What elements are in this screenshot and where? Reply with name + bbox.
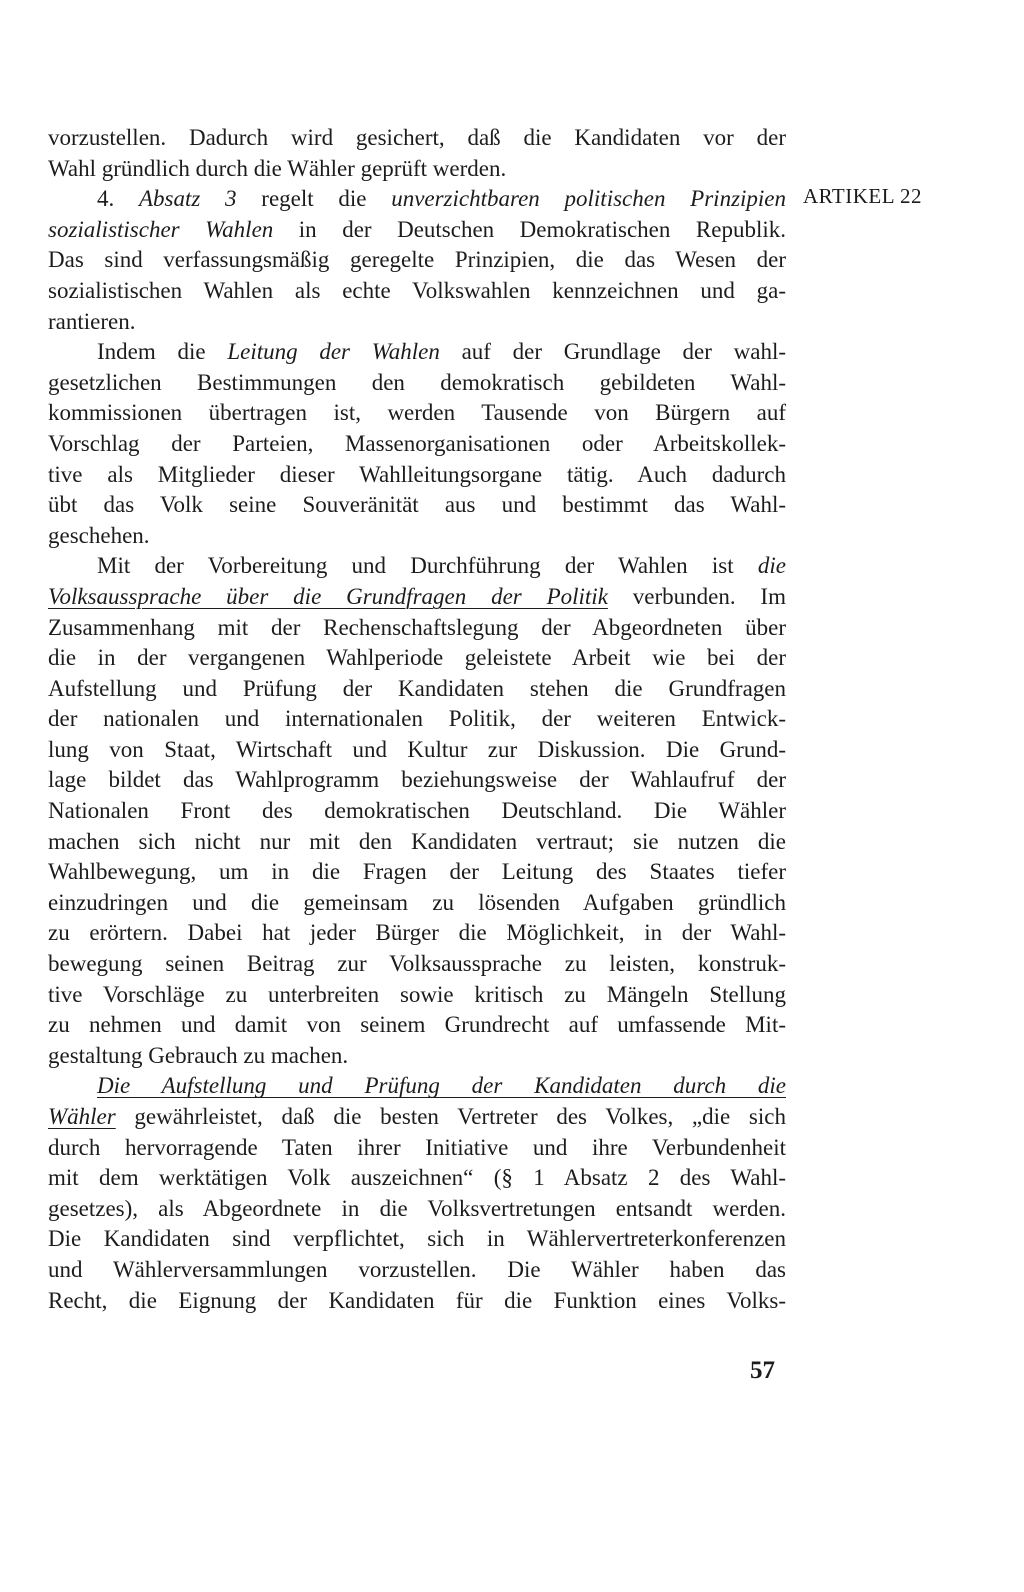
- text-line: [48, 857, 786, 888]
- text-line: [48, 765, 786, 796]
- emphasized-text: Absatz 3: [138, 186, 237, 212]
- text-segment: mit dem werktätigen Volk auszeichnen“ (§ 1 Absatz 2 des Wahl-: [48, 1165, 786, 1191]
- text-segment: sozialistischen Wahlen als echte Volkswahlen kennzeichnen und ga-: [48, 277, 786, 303]
- text-line: [48, 337, 786, 368]
- text-line: [48, 245, 786, 276]
- text-line: [48, 1224, 786, 1255]
- text-line: [48, 154, 786, 185]
- text-segment: gesetzlichen Bestimmungen den demokratisch gebildeten Wahl-: [48, 369, 786, 395]
- emphasized-text: Volksaussprache über die Grundfragen der Politik: [48, 583, 608, 609]
- text-segment: der nationalen und internationalen Politik, der weiteren Entwick-: [48, 706, 786, 732]
- text-segment: auf der Grundlage der wahl-: [439, 339, 787, 365]
- text-segment: bewegung seinen Beitrag zur Volksaussprache zu leisten, konstruk-: [48, 951, 786, 977]
- text-line: [48, 460, 786, 491]
- text-line: [48, 1163, 786, 1194]
- text-segment: verbunden. Im: [607, 583, 786, 609]
- body-text: [48, 123, 786, 1316]
- text-segment: machen sich nicht nur mit den Kandidaten vertraut; sie nutzen die: [48, 828, 786, 854]
- text-segment: die in der vergangenen Wahlperiode geleistete Arbeit wie bei der: [48, 645, 786, 671]
- text-segment: Wahlbewegung, um in die Fragen der Leitung des Staates tiefer: [48, 859, 786, 885]
- emphasized-text: unverzichtbaren politischen Prinzipien: [391, 186, 787, 212]
- text-segment: gesetzes), als Abgeordnete in die Volksvertretungen entsandt werden.: [48, 1195, 786, 1221]
- article-margin-note: ARTIKEL 22: [803, 184, 923, 208]
- text-segment: Vorschlag der Parteien, Massenorganisationen oder Arbeitskollek-: [48, 430, 786, 456]
- text-segment: vorzustellen. Dadurch wird gesichert, daß die Kandidaten vor der: [48, 125, 786, 150]
- text-line: [48, 429, 786, 460]
- text-line: [48, 949, 786, 980]
- text-line: [48, 796, 786, 827]
- text-line: [48, 613, 786, 644]
- text-segment: übt das Volk seine Souveränität aus und bestimmt das Wahl-: [48, 492, 786, 518]
- text-segment: regelt die: [236, 186, 392, 212]
- page-number: 57: [750, 1357, 775, 1384]
- text-line: [48, 184, 786, 215]
- text-segment: rantieren.: [48, 308, 136, 334]
- text-segment: Wahl gründlich durch die Wähler geprüft werden.: [48, 155, 507, 181]
- text-segment: lage bildet das Wahlprogramm beziehungsweise der Wahlaufruf der: [48, 767, 786, 793]
- text-segment: zu nehmen und damit von seinem Grundrecht auf umfassende Mit-: [48, 1012, 786, 1038]
- text-segment: 4.: [97, 186, 139, 212]
- text-segment: einzudringen und die gemeinsam zu lösenden Aufgaben gründlich: [48, 889, 786, 915]
- text-segment: tive als Mitglieder dieser Wahlleitungsorgane tätig. Auch dadurch: [48, 461, 786, 487]
- text-line: [48, 123, 786, 154]
- text-line: [48, 307, 786, 338]
- text-line: [48, 1286, 786, 1317]
- text-segment: Indem die: [97, 339, 228, 365]
- text-segment: Das sind verfassungsmäßig geregelte Prinzipien, die das Wesen der: [48, 247, 786, 273]
- text-segment: zu erörtern. Dabei hat jeder Bürger die Möglichkeit, in der Wahl-: [48, 920, 786, 946]
- text-segment: gestaltung Gebrauch zu machen.: [48, 1042, 349, 1068]
- text-segment: Nationalen Front des demokratischen Deutschland. Die Wähler: [48, 798, 786, 824]
- text-line: [48, 1010, 786, 1041]
- text-segment: Mit der Vorbereitung und Durchführung der Wahlen ist: [97, 553, 758, 579]
- text-line: [48, 276, 786, 307]
- text-line: [48, 827, 786, 858]
- text-line: [48, 1133, 786, 1164]
- text-line: [48, 1102, 786, 1133]
- text-segment: und Wählerversammlungen vorzustellen. Die Wähler haben das: [48, 1256, 786, 1282]
- text-segment: tive Vorschläge zu unterbreiten sowie kritisch zu Mängeln Stellung: [48, 981, 786, 1007]
- text-segment: Recht, die Eignung der Kandidaten für die Funktion eines Volks-: [48, 1287, 786, 1313]
- text-line: [48, 215, 786, 246]
- emphasized-text: Die Aufstellung und Prüfung der Kandidaten durch die: [97, 1073, 786, 1099]
- text-line: [48, 582, 786, 613]
- text-line: [48, 980, 786, 1011]
- text-segment: kommissionen übertragen ist, werden Tausende von Bürgern auf: [48, 400, 786, 426]
- emphasized-text: Wähler: [48, 1104, 116, 1129]
- text-segment: Zusammenhang mit der Rechenschaftslegung der Abgeordneten über: [48, 614, 786, 640]
- text-line: [48, 1255, 786, 1286]
- text-segment: gewährleistet, daß die besten Vertreter des Volkes, „die sich: [115, 1104, 786, 1129]
- text-segment: Aufstellung und Prüfung der Kandidaten stehen die Grundfragen: [48, 675, 786, 701]
- text-line: [48, 918, 786, 949]
- text-line: [48, 521, 786, 552]
- text-line: [48, 1041, 786, 1072]
- text-line: [48, 674, 786, 705]
- emphasized-text: Leitung der Wahlen: [227, 339, 440, 365]
- text-segment: Die Kandidaten sind verpflichtet, sich in Wählervertreterkonferenzen: [48, 1226, 786, 1252]
- text-line: [48, 1071, 786, 1102]
- emphasized-text: sozialistischer Wahlen: [48, 216, 274, 242]
- text-line: [48, 643, 786, 674]
- text-segment: geschehen.: [48, 522, 150, 548]
- text-segment: durch hervorragende Taten ihrer Initiative und ihre Verbundenheit: [48, 1134, 786, 1160]
- text-line: [48, 735, 786, 766]
- text-line: [48, 551, 786, 582]
- text-line: [48, 368, 786, 399]
- text-line: [48, 704, 786, 735]
- emphasized-text: die: [757, 553, 786, 579]
- text-line: [48, 490, 786, 521]
- text-segment: in der Deutschen Demokratischen Republik.: [273, 216, 786, 242]
- text-line: [48, 888, 786, 919]
- text-segment: lung von Staat, Wirtschaft und Kultur zur Diskussion. Die Grund-: [48, 736, 786, 762]
- text-line: [48, 398, 786, 429]
- text-line: [48, 1194, 786, 1225]
